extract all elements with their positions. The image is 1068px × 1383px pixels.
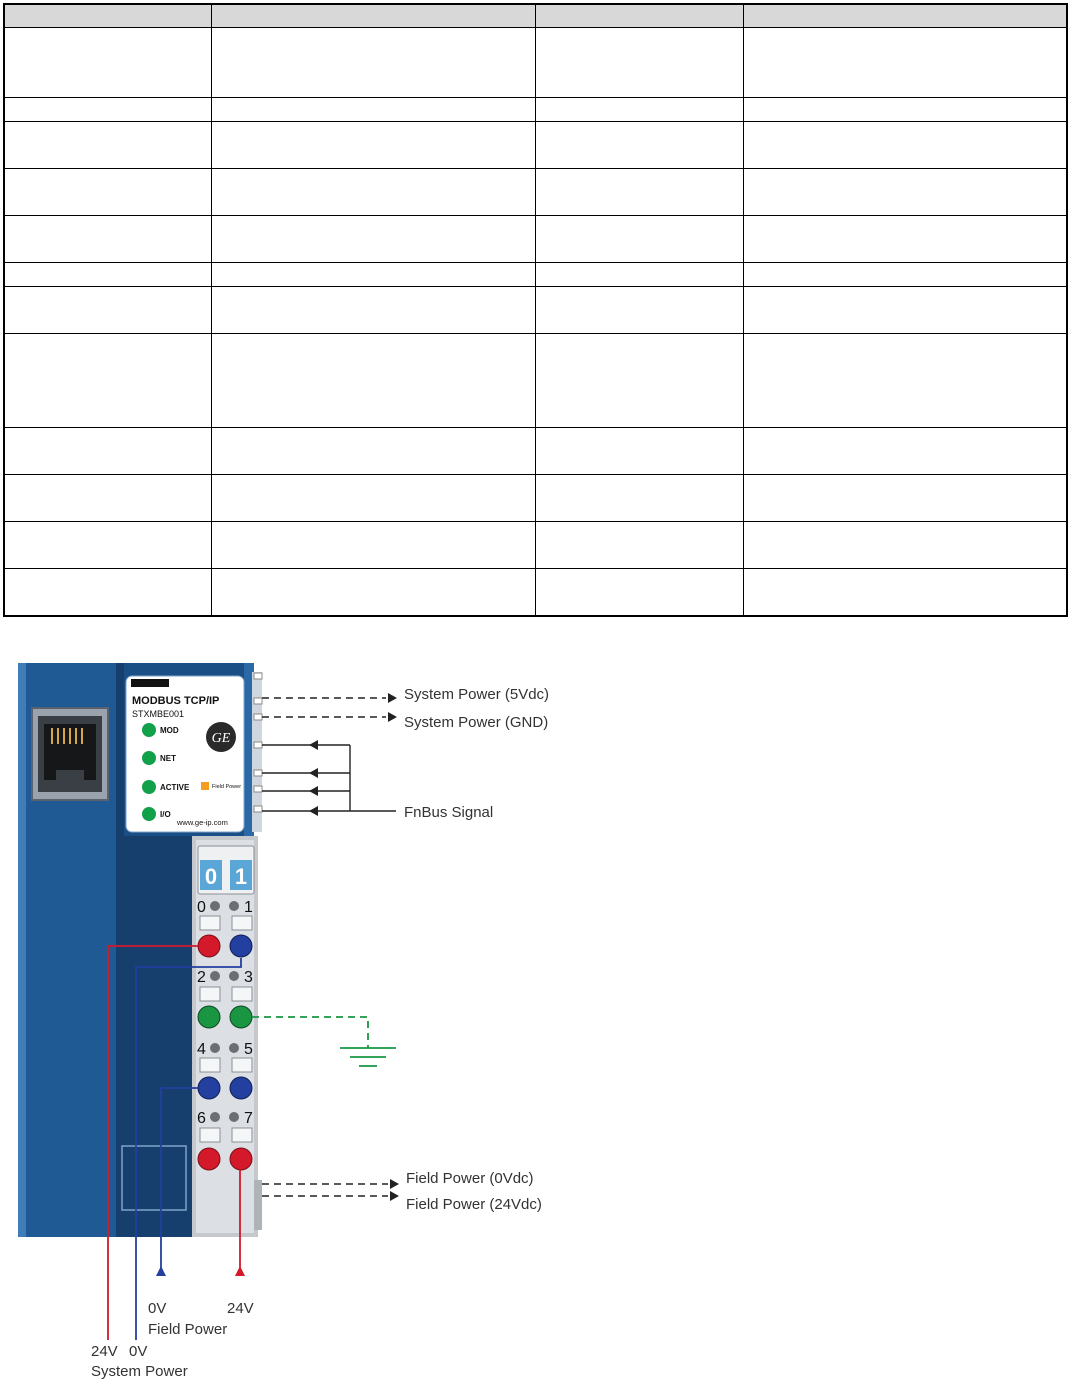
terminal-number: 7 [244, 1110, 253, 1127]
table-cell [4, 569, 211, 616]
field-0v-arrow [156, 1266, 166, 1276]
table-row [4, 522, 1067, 569]
table-cell [211, 334, 535, 428]
table-header-row [4, 4, 1067, 28]
table-row [4, 569, 1067, 616]
table-cell [211, 522, 535, 569]
field-power-0v-label: Field Power (0Vdc) [406, 1170, 534, 1187]
table-row [4, 475, 1067, 522]
table-cell [535, 428, 743, 475]
table-row [4, 216, 1067, 263]
field-24v-arrow [235, 1266, 245, 1276]
table-cell [743, 522, 1067, 569]
table-cell [211, 475, 535, 522]
field-power-24v-label: Field Power (24Vdc) [406, 1196, 542, 1213]
column-header [4, 4, 211, 28]
terminal-number: 0 [197, 899, 206, 916]
protocol-label: MODBUS TCP/IP [132, 695, 220, 707]
rotary-switch-digit: 1 [234, 864, 248, 889]
table-row [4, 428, 1067, 475]
terminal-number: 2 [197, 969, 206, 986]
field-power-caption: Field Power [148, 1321, 228, 1338]
table-cell [743, 475, 1067, 522]
table-cell [4, 475, 211, 522]
table-cell [4, 522, 211, 569]
terminal-number: 4 [197, 1041, 206, 1058]
terminal-1-blue [230, 935, 252, 957]
table-cell [743, 287, 1067, 334]
system-power-5v-label: System Power (5Vdc) [404, 686, 550, 703]
table-cell [743, 428, 1067, 475]
led-label: MOD [160, 726, 179, 735]
table-cell [4, 428, 211, 475]
table-cell [743, 263, 1067, 287]
table-cell [4, 169, 211, 216]
table-cell [535, 287, 743, 334]
table-cell [211, 98, 535, 122]
table-cell [535, 334, 743, 428]
table-cell [211, 569, 535, 616]
field-power-label: Field Power [212, 784, 242, 790]
terminal-2-green [198, 1006, 220, 1028]
table-cell [743, 98, 1067, 122]
rotary-switches [198, 846, 254, 894]
terminal-4-blue [198, 1077, 220, 1099]
terminal-7-red [230, 1148, 252, 1170]
led-field-power [201, 782, 209, 790]
table-cell [743, 169, 1067, 216]
table-cell [535, 522, 743, 569]
website-label: www.ge-ip.com [177, 818, 228, 827]
table-cell [743, 28, 1067, 98]
table-cell [743, 569, 1067, 616]
terminal-5-blue [230, 1077, 252, 1099]
table-cell [743, 122, 1067, 169]
table-row [4, 98, 1067, 122]
field-power-callouts [262, 1179, 399, 1201]
system-power-callouts [262, 693, 397, 722]
table-cell [4, 98, 211, 122]
terminal-number: 5 [244, 1041, 253, 1058]
table-cell [4, 28, 211, 98]
ground-wire [252, 1017, 368, 1048]
terminal-number: 6 [197, 1110, 206, 1127]
ethernet-port [32, 708, 108, 800]
terminal-number: 3 [244, 969, 253, 986]
led-label: NET [160, 754, 176, 763]
table-cell [535, 122, 743, 169]
led-label: ACTIVE [160, 783, 190, 792]
table-cell [211, 169, 535, 216]
table-row [4, 263, 1067, 287]
table-cell [4, 216, 211, 263]
spec-table [3, 3, 1068, 617]
table-cell [4, 263, 211, 287]
led-io [142, 807, 156, 821]
table-row [4, 287, 1067, 334]
column-header [743, 4, 1067, 28]
terminal-3-green [230, 1006, 252, 1028]
table-cell [211, 428, 535, 475]
terminal-number: 1 [244, 899, 253, 916]
table-cell [743, 334, 1067, 428]
fnbus-callout [262, 740, 396, 816]
column-header [535, 4, 743, 28]
table-row [4, 28, 1067, 98]
terminal-0-red [198, 935, 220, 957]
module-label-panel [126, 676, 244, 832]
table-row [4, 169, 1067, 216]
module-wiring-diagram [0, 650, 620, 1383]
field-24v-label: 24V [227, 1300, 254, 1317]
system-0v-label: 0V [129, 1343, 148, 1360]
table-cell [4, 334, 211, 428]
table-cell [535, 98, 743, 122]
rotary-switch-digit: 0 [204, 864, 218, 889]
led-net [142, 751, 156, 765]
system-power-caption: System Power [91, 1363, 188, 1380]
table-cell [4, 122, 211, 169]
table-cell [743, 216, 1067, 263]
table-cell [4, 287, 211, 334]
table-cell [535, 263, 743, 287]
table-cell [535, 475, 743, 522]
field-0v-label: 0V [148, 1300, 167, 1317]
led-mod [142, 723, 156, 737]
table-cell [211, 263, 535, 287]
led-label: I/O [160, 810, 171, 819]
terminal-6-red [198, 1148, 220, 1170]
led-active [142, 780, 156, 794]
table-cell [211, 122, 535, 169]
column-header [211, 4, 535, 28]
table-cell [535, 569, 743, 616]
table-cell [211, 287, 535, 334]
table-row [4, 122, 1067, 169]
system-power-gnd-label: System Power (GND) [404, 714, 549, 731]
model-label: STXMBE001 [132, 709, 185, 719]
table-cell [535, 216, 743, 263]
table-cell [211, 28, 535, 98]
table-cell [535, 28, 743, 98]
ge-logo-text: GE [211, 731, 231, 746]
fnbus-signal-label: FnBus Signal [404, 804, 494, 821]
system-24v-label: 24V [91, 1343, 118, 1360]
table-cell [535, 169, 743, 216]
table-cell [211, 216, 535, 263]
table-row [4, 334, 1067, 428]
